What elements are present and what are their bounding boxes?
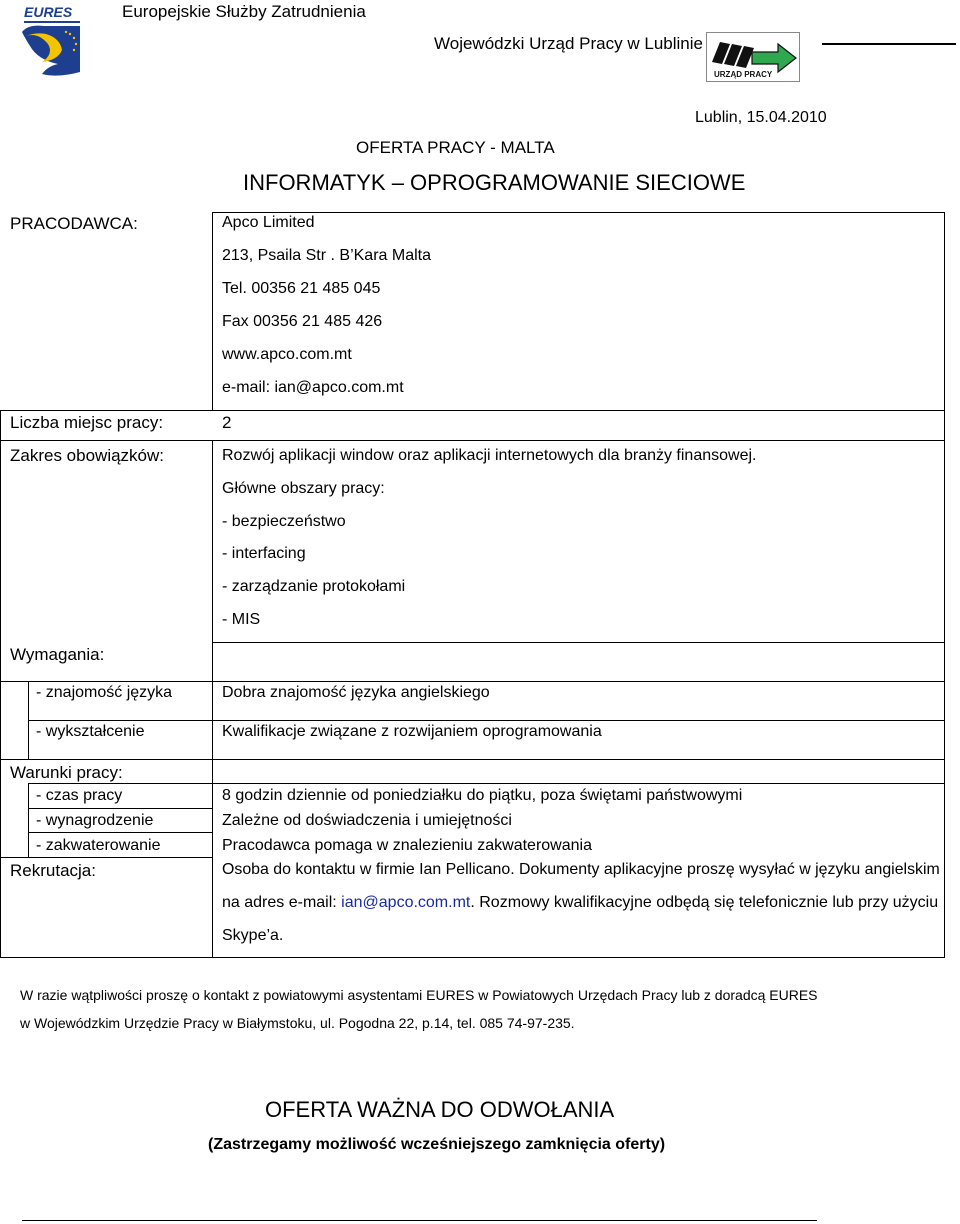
recruitment-label: Rekrutacja: xyxy=(10,861,96,880)
header-rule xyxy=(822,43,956,45)
employer-tel: Tel. 00356 21 485 045 xyxy=(222,280,381,297)
employer-www: www.apco.com.mt xyxy=(222,346,352,363)
duties-line: - bezpieczeństwo xyxy=(222,513,346,530)
recruitment-line: Osoba do kontaktu w firmie Ian Pellicano. Dokumenty aplikacyjne proszę wysyłać w języku angielskim xyxy=(222,861,940,878)
contact-note: W razie wątpliwości proszę o kontakt z powiatowymi asystentami EURES w Powiatowych Urzędach Pracy lub z doradcą EURES xyxy=(20,987,818,1003)
duties-line: Rozwój aplikacji window oraz aplikacji internetowych dla branży finansowej. xyxy=(222,447,757,464)
service-name: Europejskie Służby Zatrudnienia xyxy=(122,2,366,21)
eures-logo xyxy=(18,2,90,80)
hours-label: - czas pracy xyxy=(36,787,123,804)
education-label: - wykształcenie xyxy=(36,723,145,740)
reservation-note: (Zastrzegamy możliwość wcześniejszego zamknięcia oferty) xyxy=(208,1136,666,1153)
conditions-label: Warunki pracy: xyxy=(10,763,123,782)
urzad-pracy-logo xyxy=(706,32,800,82)
recruitment-email-suffix: . Rozmowy kwalifikacyjne odbędą się telefonicznie lub przy użyciu xyxy=(470,894,939,911)
language-label: - znajomość języka xyxy=(36,684,173,701)
language-value: Dobra znajomość języka angielskiego xyxy=(222,684,490,701)
contact-note: w Wojewódzkim Urzędzie Pracy w Białymstoku, ul. Pogodna 22, p.14, tel. 085 74-97-235. xyxy=(20,1015,575,1031)
recruitment-line: Skype’a. xyxy=(222,927,284,944)
recruitment-line xyxy=(222,894,938,912)
eures-logo-text: EURES xyxy=(24,4,73,20)
duties-line: Główne obszary pracy: xyxy=(222,480,385,497)
places-value: 2 xyxy=(222,413,232,432)
duties-line: - MIS xyxy=(222,611,261,628)
urzad-pracy-logo-text: URZĄD PRACY xyxy=(714,70,773,79)
employer-name: Apco Limited xyxy=(222,214,315,231)
employer-fax: Fax 00356 21 485 426 xyxy=(222,313,383,330)
housing-label: - zakwaterowanie xyxy=(36,837,161,854)
education-value: Kwalifikacje związane z rozwijaniem oprogramowania xyxy=(222,723,602,740)
employer-email: e-mail: ian@apco.com.mt xyxy=(222,379,404,396)
requirements-label: Wymagania: xyxy=(10,645,105,664)
salary-value: Zależne od doświadczenia i umiejętności xyxy=(222,812,512,829)
footer-rule xyxy=(22,1220,817,1221)
housing-value: Pracodawca pomaga w znalezieniu zakwaterowania xyxy=(222,837,592,854)
employer-label: PRACODAWCA: xyxy=(10,214,138,233)
offer-position: INFORMATYK – OPROGRAMOWANIE SIECIOWE xyxy=(243,170,746,195)
date-place: Lublin, 15.04.2010 xyxy=(695,109,827,126)
offer-title: OFERTA PRACY - MALTA xyxy=(356,138,555,157)
recruitment-email-link[interactable]: ian@apco.com.mt xyxy=(341,894,471,911)
duties-line: - zarządzanie protokołami xyxy=(222,578,406,595)
hours-value: 8 godzin dziennie od poniedziałku do piątku, poza świętami państwowymi xyxy=(222,787,743,804)
places-label: Liczba miejsc pracy: xyxy=(10,413,164,432)
duties-line: - interfacing xyxy=(222,545,306,562)
employer-address: 213, Psaila Str . B’Kara Malta xyxy=(222,247,431,264)
salary-label: - wynagrodzenie xyxy=(36,812,154,829)
duties-label: Zakres obowiązków: xyxy=(10,446,165,465)
office-name: Wojewódzki Urząd Pracy w Lublinie xyxy=(434,34,703,53)
recruitment-email-prefix: na adres e-mail: xyxy=(222,894,342,911)
validity-heading: OFERTA WAŻNA DO ODWOŁANIA xyxy=(265,1097,615,1122)
